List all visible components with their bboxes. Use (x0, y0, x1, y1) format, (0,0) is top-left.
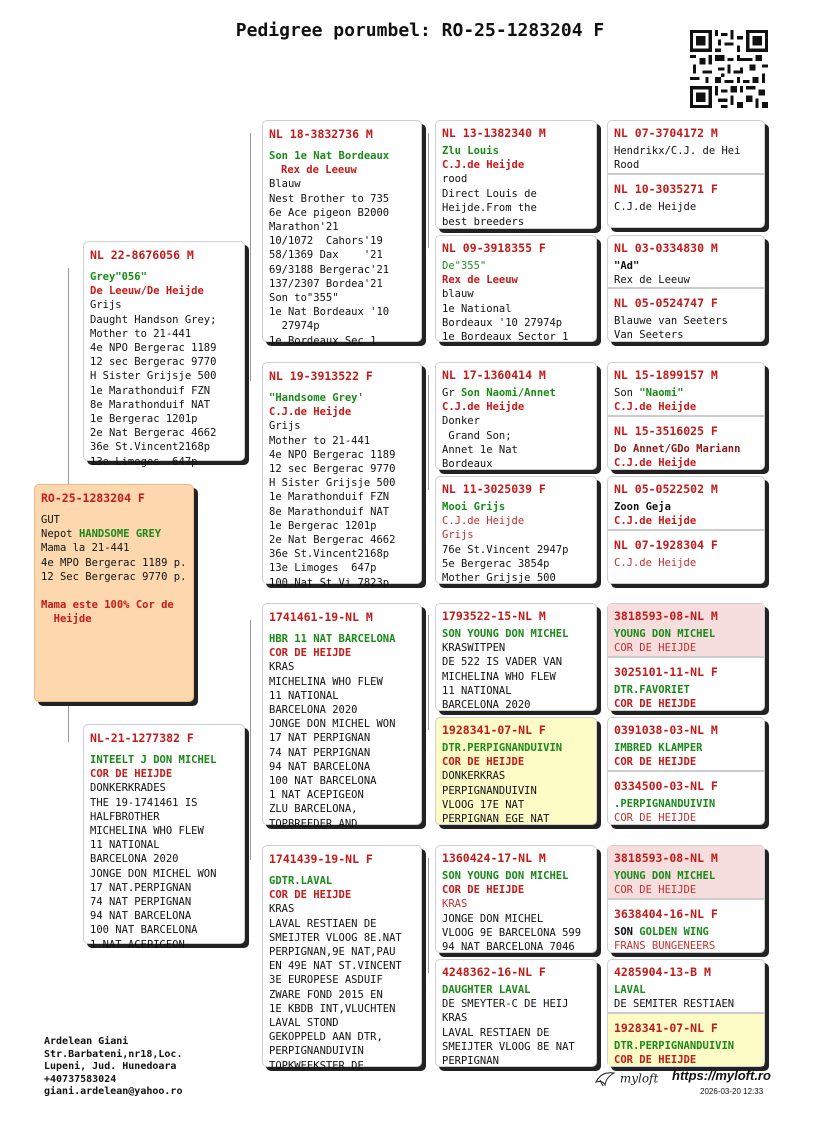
pedigree-note: 17 NAT.PERPIGNAN (90, 881, 192, 894)
pigeon-name: YOUNG DON MICHEL (614, 628, 716, 640)
pedigree-card-g4-mm[interactable] (607, 476, 765, 584)
pedigree-note: 13e Limoges 647p (269, 562, 377, 575)
pedigree-card-ffm[interactable] (435, 235, 597, 342)
pedigree-note: 1e Bergerac 1201p (269, 519, 377, 532)
pedigree-card-mmf[interactable] (435, 845, 597, 953)
owner-line: Lupeni, Jud. Hunedoara (44, 1061, 177, 1072)
pedigree-note: Bordeaux '10 27974p (442, 316, 563, 329)
pedigree-note: 58/1369 Dax '21 (269, 249, 383, 262)
pedigree-note: 100 NAT BARCELONA (269, 775, 377, 788)
ring-number: 0334500-03-NL F (614, 779, 718, 793)
breeder-name: C.J.de Heijde (442, 159, 525, 172)
pigeon-name: Zlu Louis (442, 145, 499, 157)
breeder-name: COR DE HEIJDE (614, 756, 697, 769)
pedigree-note: PERPIGNAN,9E NAT,PAU (269, 946, 396, 959)
tree-connector (428, 133, 429, 248)
pedigree-note: PERPIGNANDUIVIN (269, 1045, 364, 1058)
pedigree-notes (442, 287, 590, 344)
pedigree-notes (442, 769, 590, 826)
ring-number: NL 22-8676056 M (90, 248, 194, 262)
subject-line: GUT (41, 514, 60, 526)
pedigree-notes (442, 912, 590, 955)
ring-number: NL 18-3832736 M (269, 127, 373, 141)
pedigree-note: 94 NAT BARCELONA 7046 (442, 941, 575, 954)
pedigree-note: 1e Nat Bordeaux '10 (269, 306, 390, 319)
subject-line: Nepot HANDSOME GREY (41, 528, 162, 541)
pedigree-note: Rood (614, 159, 640, 172)
pedigree-note: 3E EUROPESE ASDUIF (269, 974, 383, 987)
pigeon-name: DTR.FAVORIET (614, 684, 690, 696)
pedigree-card-fmm[interactable] (435, 476, 597, 584)
pedigree-note: Nest Brother to 735 (269, 192, 390, 205)
pedigree-note: MICHELINA WHO FLEW (442, 670, 556, 683)
ring-number: NL 03-0334830 M (614, 241, 718, 255)
pedigree-note: 17 NAT PERPIGNAN (269, 732, 371, 745)
pigeon-name: Son 1e Nat Bordeaux (269, 150, 390, 162)
breeder-name: C.J.de Heijde (614, 515, 697, 528)
pedigree-note: 27974p (269, 320, 320, 333)
pedigree-note: MICHELINA WHO FLEW (269, 675, 383, 688)
qr-code-icon[interactable] (690, 30, 768, 108)
pedigree-notes (269, 419, 415, 589)
pedigree-note: 1E KBDB INT,VLUCHTEN (269, 1002, 396, 1015)
tree-connector (68, 268, 69, 485)
pedigree-note: 1e Bordeaux Sec 1 (269, 334, 377, 347)
pedigree-note: 1 NAT ACEPIGEON (90, 938, 185, 951)
ring-number: 3025101-11-NL F (614, 665, 718, 679)
breeder-name: COR DE HEIJDE (614, 698, 697, 711)
pedigree-note: 69/3188 Bergerac'21 (269, 263, 390, 276)
pigeon-name: .PERPIGNANDUIVIN (614, 798, 716, 810)
pedigree-card-g4-mff[interactable] (607, 603, 765, 711)
pigeon-name: SON GOLDEN WING (614, 926, 709, 938)
pedigree-note: Marathon'21 (269, 221, 339, 234)
pedigree-note: KRAS (442, 1012, 468, 1025)
pedigree-note: LAVAL RESTIAEN DE (442, 1026, 550, 1039)
pedigree-note: Mother Grijsje 500 (442, 572, 556, 585)
pedigree-note: Blauw (269, 178, 301, 191)
ring-number: NL 11-3025039 F (442, 482, 546, 496)
ring-number: 1928341-07-NL F (614, 1021, 718, 1035)
pedigree-card-ff[interactable] (262, 120, 422, 347)
pigeon-name: SON YOUNG DON MICHEL (442, 628, 569, 640)
pedigree-note: KRAS (269, 903, 295, 916)
pigeon-name: IMBRED KLAMPER (614, 742, 703, 754)
pedigree-note: H Sister Grijsje 500 (90, 370, 217, 383)
pedigree-note: BARCELONA 2020 (269, 704, 358, 717)
pedigree-note: 36e St.Vincent2168p (269, 548, 390, 561)
pedigree-note: PERPIGNAN (442, 1055, 499, 1068)
pedigree-note: 11 NATIONAL (269, 689, 339, 702)
owner-line: Ardelean Giani (44, 1036, 129, 1047)
ring-number: NL 17-1360414 M (442, 368, 546, 382)
pigeon-name: De"355" (442, 260, 487, 272)
pedigree-note: C.J.de Heijde (614, 201, 697, 213)
pedigree-note: Heijde.From the (442, 201, 537, 214)
pedigree-note: 11 NATIONAL (442, 684, 512, 697)
pedigree-note: 1e Bordeaux Sector 1 (442, 331, 569, 344)
pedigree-note: H Sister Grijsje 500 (269, 477, 396, 490)
pedigree-note: 94 NAT BARCELONA (269, 760, 371, 773)
pedigree-note: Grijs (269, 420, 301, 433)
pedigree-notes (269, 177, 415, 347)
ring-number: NL-21-1277382 F (90, 731, 194, 745)
pedigree-note: LAVAL STOND (269, 1017, 339, 1030)
pedigree-notes (269, 660, 415, 830)
pedigree-note: VLOOG 17E NAT (442, 798, 525, 811)
owner-line: giani.ardelean@yahoo.ro (44, 1086, 183, 1097)
pedigree-note: Direct Louis de (442, 187, 537, 200)
ring-number: 1360424-17-NL M (442, 851, 546, 865)
pedigree-note: DE SEMITER RESTIAEN (614, 998, 735, 1011)
breeder-name: COR DE HEIJDE (90, 768, 173, 781)
pigeon-name: HBR 11 NAT BARCELONA (269, 633, 396, 645)
pedigree-note: rood (442, 173, 468, 186)
pedigree-note: 76e St.Vincent 2947p (442, 543, 569, 556)
pigeon-name: INTEELT J DON MICHEL (90, 754, 217, 766)
breeder-name: COR DE HEIJDE (614, 884, 697, 897)
ring-number: 3818593-08-NL M (614, 609, 718, 623)
pedigree-card-g4-mmf[interactable] (607, 845, 765, 953)
pedigree-note: blauw (442, 288, 474, 301)
pigeon-name: "Handsome Grey' (269, 392, 364, 404)
ring-number: 3638404-16-NL F (614, 907, 718, 921)
pedigree-card-mf[interactable] (262, 603, 422, 830)
subject-line: 4e MPO Bergerac 1189 p. (41, 556, 187, 569)
pigeon-name: SON YOUNG DON MICHEL (442, 870, 569, 882)
pedigree-card-mm[interactable] (262, 845, 422, 1072)
subject-line: 12 Sec Bergerac 9770 p. (41, 570, 187, 583)
subject-note: Heijde (41, 613, 92, 626)
pedigree-note: THE 19-1741461 IS (90, 796, 198, 809)
ring-number: NL 05-0524747 F (614, 296, 718, 310)
pedigree-note: 12 sec Bergerac 9770 (90, 356, 217, 369)
pigeon-name: Gr Son Naomi/Annet (442, 387, 556, 399)
pigeon-name: DTR.PERPIGNANDUIVIN (442, 742, 563, 754)
pedigree-note: Grand Son; (442, 429, 512, 442)
pedigree-note: Grijs (90, 299, 122, 312)
pedigree-note: 2e Nat Bergerac 4662 (90, 427, 217, 440)
tree-connector (250, 620, 251, 860)
pedigree-note: GEKOPPELD AAN DTR, (269, 1031, 383, 1044)
pedigree-note: 94 NAT BARCELONA (90, 910, 192, 923)
pedigree-note: Daught Handson Grey; (90, 313, 217, 326)
pedigree-notes (442, 641, 590, 712)
pedigree-note: 100 Nat St Vi 7823p (269, 576, 390, 589)
breeder-name: C.J.de Heijde (614, 557, 697, 569)
pedigree-note: JONGE DON MICHEL WON (90, 867, 217, 880)
breeder-name: C.J.de Heijde (269, 406, 352, 419)
website-link[interactable]: https://myloft.ro (672, 1068, 771, 1083)
pedigree-note: KRASWITPEN (442, 642, 506, 655)
pedigree-note: 1e Marathonduif FZN (90, 384, 211, 397)
owner-line: Str.Barbateni,nr18,Loc. (44, 1048, 183, 1060)
ring-number: NL 07-3704172 M (614, 126, 718, 140)
ring-number: NL 13-1382340 M (442, 126, 546, 140)
pedigree-card-g4-mfm[interactable] (607, 717, 765, 825)
ring-number: 1793522-15-NL M (442, 609, 546, 623)
tree-connector (250, 133, 251, 381)
pedigree-note: Annet 1e Nat (442, 443, 518, 456)
breeder-name: FRANS BUNGENEERS (614, 940, 716, 953)
page-title: Pedigree porumbel: RO-25-1283204 F (235, 20, 605, 41)
breeder-name: De Leeuw/De Heijde (90, 285, 204, 298)
pedigree-note: DE SMEYTER-C DE HEIJ (442, 998, 569, 1011)
pedigree-note: 8e Marathonduif NAT (90, 398, 211, 411)
pedigree-notes (442, 172, 590, 229)
tree-connector (428, 375, 429, 490)
ring-number: 3818593-08-NL M (614, 851, 718, 865)
pigeon-name: Mooi Grijs (442, 501, 506, 513)
pedigree-note: 11 NATIONAL (90, 839, 160, 852)
pedigree-note: 1e Bergerac 1201p (90, 413, 198, 426)
pedigree-notes (442, 414, 590, 471)
pedigree-note: VLOOG 9E BARCELONA 599 (442, 926, 582, 939)
pigeon-color: KRAS (442, 898, 468, 911)
pedigree-note: 12 sec Bergerac 9770 (269, 463, 396, 476)
pedigree-note: Son to"355" (269, 292, 339, 305)
pedigree-note: PERPIGNANDUIVIN (442, 784, 537, 797)
pedigree-note: 5e Bergerac 3854p (442, 557, 550, 570)
pedigree-note: SMEIJTER VLOOG 8E NAT (442, 1040, 575, 1053)
breeder-name: C.J.de Heijde (442, 515, 525, 528)
pigeon-name: LAVAL (614, 984, 646, 996)
pedigree-note: 10/1072 Cahors'19 (269, 235, 383, 248)
ring-number: 4248362-16-NL F (442, 965, 546, 979)
pedigree-note: MICHELINA WHO FLEW (90, 825, 204, 838)
pedigree-note: 1e National (442, 302, 512, 315)
breeder-name: Rex de Leeuw (442, 274, 518, 287)
pedigree-note: 36e St.Vincent2168p (90, 441, 211, 454)
pedigree-note: TOPBREEDER AND (269, 817, 358, 830)
pedigree-note: TOPKWEEKSTER DE (269, 1059, 364, 1072)
subject-line: Mama la 21-441 (41, 542, 130, 555)
pigeon-name: Do Annet/GDo Mariann (614, 443, 741, 455)
pedigree-note: DONKERKRAS (442, 770, 506, 783)
pedigree-note: 137/2307 Bordea'21 (269, 277, 383, 290)
pigeon-name: DAUGHTER LAVAL (442, 984, 531, 996)
breeder-name: C.J.de Heijde (614, 401, 697, 414)
pigeon-name: Grey"056" (90, 271, 147, 283)
pedigree-note: Blauwe van Seeters (614, 315, 728, 327)
pedigree-note: 1e Marathonduif FZN (269, 491, 390, 504)
ring-number: NL 07-1928304 F (614, 538, 718, 552)
owner-address (44, 1036, 182, 1099)
pedigree-card-mff[interactable] (435, 603, 597, 711)
pedigree-note: 100 NAT BARCELONA (90, 924, 198, 937)
pedigree-card-mfm[interactable] (435, 717, 597, 825)
pedigree-note: 2e Nat Bergerac 4662 (269, 534, 396, 547)
breeder-name: COR DE HEIJDE (269, 889, 352, 902)
print-date: 2026-03-20 12:33 (700, 1087, 764, 1096)
pedigree-card-mother[interactable] (83, 724, 245, 951)
pedigree-note: Bordeaux (442, 458, 493, 471)
breeder-name: COR DE HEIJDE (442, 756, 525, 769)
ring-number: 4285904-13-B M (614, 965, 711, 979)
pedigree-card-g4-mf[interactable] (607, 362, 765, 470)
ring-number: NL 15-3516025 F (614, 424, 718, 438)
pedigree-note: 4e NPO Bergerac 1189 (90, 342, 217, 355)
myloft-logo[interactable]: myloft (594, 1070, 658, 1088)
pedigree-card-g4-mmm[interactable] (607, 959, 765, 1067)
tree-connector (68, 702, 69, 742)
breeder-name: COR DE HEIJDE (614, 642, 697, 655)
pedigree-note: Hendrikx/C.J. de Hei (614, 145, 741, 157)
breeder-name: COR DE HEIJDE (442, 884, 525, 897)
pedigree-note: HALFBROTHER (90, 810, 160, 823)
pedigree-card-fff[interactable] (435, 120, 597, 229)
ring-number: 0391038-03-NL M (614, 723, 718, 737)
pedigree-note: KRAS (269, 661, 295, 674)
ring-number: 1741461-19-NL M (269, 610, 373, 624)
pigeon-name: Zoon Geja (614, 501, 671, 513)
pedigree-note: 74 NAT PERPIGNAN (269, 746, 371, 759)
pedigree-note: SMEIJTER VLOOG 8E.NAT (269, 931, 402, 944)
pigeon-name: "Ad" (614, 260, 640, 272)
pedigree-notes (269, 902, 415, 1072)
pedigree-card-father[interactable] (83, 241, 245, 468)
pedigree-note: Rex de Leeuw (614, 274, 690, 287)
pedigree-notes (442, 528, 590, 585)
breeder-name: Rex de Leeuw (281, 164, 357, 177)
pedigree-card-g4-fm[interactable] (607, 235, 765, 342)
pedigree-card-fm[interactable] (262, 362, 422, 589)
tree-connector (428, 615, 429, 730)
pedigree-card-g4-ff[interactable] (607, 120, 765, 228)
subject-card[interactable] (34, 484, 194, 702)
pedigree-note: 8e Marathonduif NAT (269, 505, 390, 518)
pedigree-note: PERPIGNAN EGE NAT (442, 813, 550, 826)
pedigree-note: best breeders (442, 216, 525, 229)
pigeon-name: Son "Naomi" (614, 387, 684, 399)
pedigree-note: EN 49E NAT ST.VINCENT (269, 960, 402, 973)
pedigree-note: ZLU BARCELONA, (269, 803, 358, 816)
pigeon-name: YOUNG DON MICHEL (614, 870, 716, 882)
pedigree-notes (90, 298, 238, 468)
pedigree-card-fmf[interactable] (435, 362, 597, 470)
pedigree-card-mmm[interactable] (435, 959, 597, 1067)
pedigree-note: 4e NPO Bergerac 1189 (269, 448, 396, 461)
owner-line: +40737583024 (44, 1073, 117, 1085)
pedigree-note: DE 522 IS VADER VAN (442, 656, 563, 669)
ring-number: NL 09-3918355 F (442, 241, 546, 255)
pedigree-note: JONGE DON MICHEL (442, 912, 544, 925)
ring-number: NL 15-1899157 M (614, 368, 718, 382)
ring-number: RO-25-1283204 F (41, 491, 145, 505)
pedigree-note: DONKERKRADES (90, 782, 166, 795)
breeder-name: COR DE HEIJDE (269, 647, 352, 660)
subject-note: Mama este 100% Cor de (41, 599, 174, 612)
pigeon-icon (594, 1070, 616, 1088)
pedigree-note: 13e Limoges 647p (90, 455, 198, 468)
pedigree-note: 1 NAT ACEPIGEON (269, 789, 364, 802)
ring-number: 1741439-19-NL F (269, 852, 373, 866)
pedigree-notes (442, 997, 590, 1068)
breeder-name: C.J.de Heijde (442, 401, 525, 414)
pedigree-note: JONGE DON MICHEL WON (269, 718, 396, 731)
pedigree-note: BARCELONA 2020 (442, 699, 531, 712)
pedigree-note: 6e Ace pigeon B2000 (269, 206, 390, 219)
ring-number: NL 05-0522502 M (614, 482, 718, 496)
pedigree-note: ZWARE FOND 2015 EN (269, 988, 383, 1001)
pedigree-note: LAVAL RESTIAEN DE (269, 917, 377, 930)
pigeon-name: GDTR.LAVAL (269, 875, 333, 887)
pedigree-note: Van Seeters (614, 329, 684, 342)
tree-connector (428, 858, 429, 973)
pedigree-note: Mother to 21-441 (269, 434, 371, 447)
pedigree-note: Donker (442, 415, 480, 428)
ring-number: NL 19-3913522 F (269, 369, 373, 383)
ring-number: NL 10-3035271 F (614, 182, 718, 196)
pedigree-note: Mother to 21-441 (90, 327, 192, 340)
breeder-name: COR DE HEIJDE (614, 812, 697, 825)
breeder-name: COR DE HEIJDE (614, 1054, 697, 1067)
breeder-name: C.J.de Heijde (614, 457, 697, 470)
pedigree-note: BARCELONA 2020 (90, 853, 179, 866)
pigeon-name: DTR.PERPIGNANDUIVIN (614, 1040, 735, 1052)
pedigree-notes (90, 781, 238, 951)
ring-number: 1928341-07-NL F (442, 723, 546, 737)
pedigree-note: Grijs (442, 529, 474, 542)
pedigree-note: 74 NAT PERPIGNAN (90, 896, 192, 909)
